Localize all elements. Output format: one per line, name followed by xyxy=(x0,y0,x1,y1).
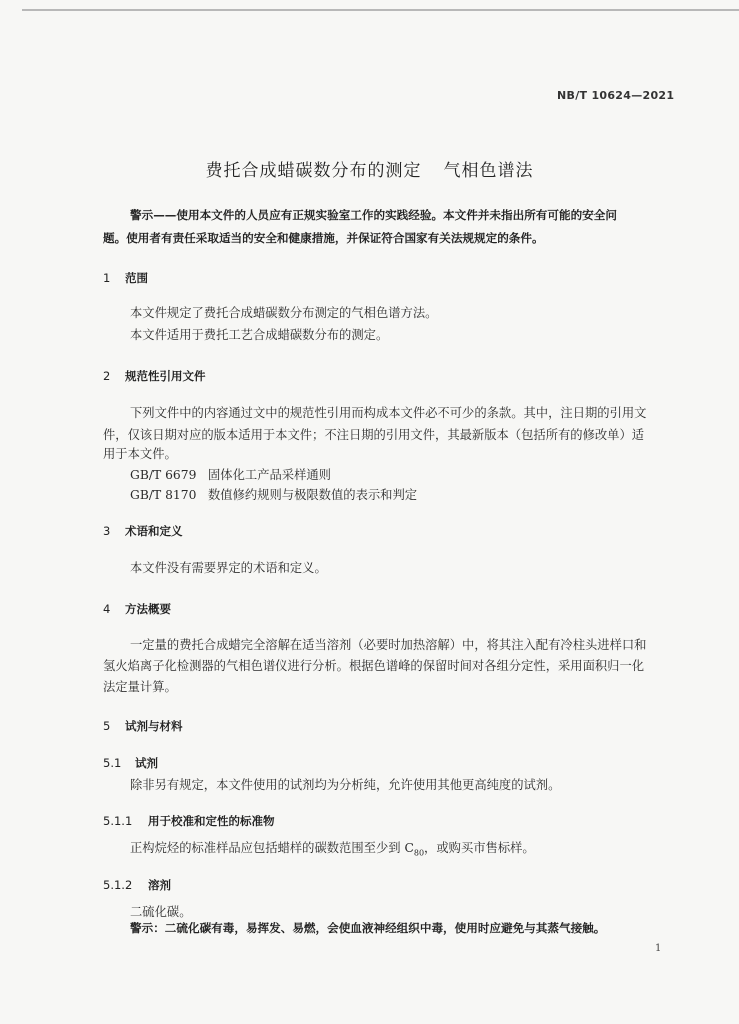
section-3-para-1: 本文件没有需要界定的术语和定义。 xyxy=(130,561,327,575)
section-4-line-1: 一定量的费托合成蜡完全溶解在适当溶剂（必要时加热溶解）中，将其注入配有冷柱头进样口和 xyxy=(130,638,647,652)
section-5-heading: 5 试剂与材料 xyxy=(103,719,183,733)
section-2-line-1: 下列文件中的内容通过文中的规范性引用而构成本文件必不可少的条款。其中，注日期的引用文 xyxy=(130,406,647,420)
section-4-heading: 4 方法概要 xyxy=(103,602,171,616)
section-5-1-1-heading: 5.1.1 用于校准和定性的标准物 xyxy=(103,814,275,828)
section-5-1-2-warning: 警示：二硫化碳有毒，易挥发、易燃，会使血液神经组织中毒，使用时应避免与其蒸气接触。 xyxy=(130,921,606,935)
title-sub: 气相色谱法 xyxy=(443,161,534,181)
section-5-1-1-para-1: 正构烷烃的标准样品应包括蜡样的碳数范围至少到 $C_{80}$，或购买市售标样。 xyxy=(130,841,535,858)
section-5-1-2-heading: 5.1.2 溶剂 xyxy=(103,878,171,892)
warning-line-1: 警示——使用本文件的人员应有正规实验室工作的实践经验。本文件并未指出所有可能的安全问 xyxy=(130,208,617,222)
section-2-heading: 2 规范性引用文件 xyxy=(103,369,206,383)
standard-code: NB/T 10624—2021 xyxy=(557,89,675,102)
section-5-1-2-para-1: 二硫化碳。 xyxy=(130,905,192,919)
section-5-1-heading: 5.1 试剂 xyxy=(103,756,158,770)
section-1-para-1: 本文件规定了费托合成蜡碳数分布测定的气相色谱方法。 xyxy=(130,306,438,320)
top-border-line xyxy=(22,9,739,11)
title-main: 费托合成蜡碳数分布的测定 xyxy=(205,161,422,181)
section-2-line-3: 用于本文件。 xyxy=(103,447,177,461)
warning-line-2: 题。使用者有责任采取适当的安全和健康措施，并保证符合国家有关法规规定的条件。 xyxy=(103,231,544,245)
section-3-heading: 3 术语和定义 xyxy=(103,524,183,538)
section-1-heading: 1 范围 xyxy=(103,271,148,285)
section-5-1-para-1: 除非另有规定，本文件使用的试剂均为分析纯，允许使用其他更高纯度的试剂。 xyxy=(130,778,561,792)
document-title xyxy=(0,156,739,181)
reference-item: GB/T 6679 固体化工产品采样通则 xyxy=(130,468,331,482)
section-2-line-2: 件，仅该日期对应的版本适用于本文件；不注日期的引用文件，其最新版本（包括所有的修改单）适 xyxy=(103,428,645,442)
section-1-para-2: 本文件适用于费托工艺合成蜡碳数分布的测定。 xyxy=(130,328,389,342)
reference-item: GB/T 8170 数值修约规则与极限数值的表示和判定 xyxy=(130,488,418,502)
section-4-line-3: 法定量计算。 xyxy=(103,680,177,694)
section-4-line-2: 氢火焰离子化检测器的气相色谱仪进行分析。根据色谱峰的保留时间对各组分定性，采用面积归一化 xyxy=(103,659,645,673)
page-number: 1 xyxy=(655,943,662,954)
